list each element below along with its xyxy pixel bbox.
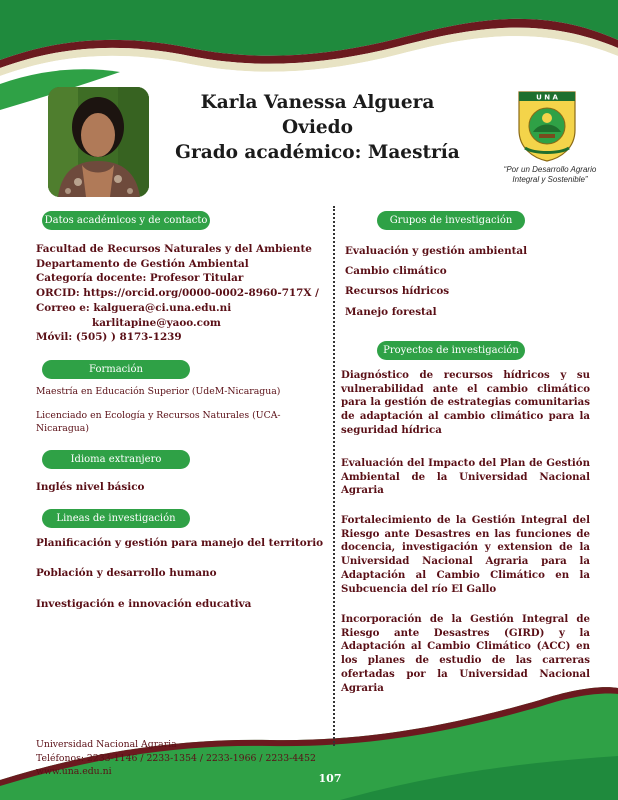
footer-contact	[36, 738, 336, 779]
category-line: Categoría docente: Profesor Titular	[36, 272, 244, 285]
proyecto-item: Evaluación del Impacto del Plan de Gestión Ambiental de la Universidad Nacional Agraria	[341, 457, 590, 497]
department-line: Departamento de Gestión Ambiental	[36, 257, 249, 270]
profile-photo	[48, 87, 149, 197]
email-alt-line: karlitapine@yaoo.com	[92, 316, 221, 329]
footer-website: www.una.edu.ni	[36, 766, 112, 777]
proyecto-item: Diagnóstico de recursos hídricos y su vulnerabilidad ante el cambio climático para la gestión de estrategias comunitarias de adaptación al cambio climático para la seguridad hídrica	[341, 369, 590, 436]
formacion-item: Maestría en Educación Superior (UdeM-Nicaragua)	[36, 386, 281, 397]
grupo-item: Cambio climático	[345, 265, 447, 277]
section-header-idioma: Idioma extranjero	[42, 450, 190, 469]
proyecto-item: Incorporación de la Gestión Integral de Riesgo ante Desastres (GIRD) y la Adaptación al Cambio Climático (ACC) en los planes de estudio de las carreras ofertadas por la Universidad Nacional Agraria	[341, 613, 590, 694]
section-header-formacion: Formación	[42, 360, 190, 379]
grupo-item: Manejo forestal	[345, 306, 437, 318]
grupo-item: Evaluación y gestión ambiental	[345, 245, 528, 257]
profile-header	[165, 90, 470, 165]
mobile-line: Móvil: (505) ) 8173-1239	[36, 331, 182, 344]
section-header-contact: Datos académicos y de contacto	[42, 211, 210, 230]
grupo-item: Recursos hídricos	[345, 285, 450, 297]
proyecto-item: Fortalecimiento de la Gestión Integral del Riesgo ante Desastres en las funciones de docencia, investigación y extension de la Universidad Nacional Agraria para la Adaptación al Cambio Climático en la Subcuencia del río El Gallo	[341, 514, 590, 595]
linea-item: Población y desarrollo humano	[36, 567, 217, 579]
person-name: Karla Vanessa Alguera Oviedo	[200, 92, 435, 138]
section-header-lineas: Lineas de investigación	[42, 509, 190, 528]
section-header-grupos: Grupos de investigación	[377, 211, 525, 230]
email-line: Correo e: kalguera@ci.una.edu.ni	[36, 301, 232, 314]
contact-details	[36, 242, 326, 345]
svg-text:U N A: U N A	[536, 93, 558, 102]
section-header-proyectos: Proyectos de investigación	[377, 341, 525, 360]
page-number: 107	[318, 772, 342, 785]
idioma-item: Inglés nivel básico	[36, 481, 145, 493]
orcid-line: ORCID: https://orcid.org/0000-0002-8960-717X /	[36, 287, 319, 300]
footer-phones: Teléfonos: 2233-1146 / 2233-1354 / 2233-1966 / 2233-4452	[36, 752, 316, 764]
academic-degree: Grado académico: Maestría	[175, 142, 460, 163]
footer-university: Universidad Nacional Agraria	[36, 739, 177, 750]
linea-item: Planificación y gestión para manejo del territorio	[36, 537, 324, 549]
linea-item: Investigación e innovación educativa	[36, 598, 252, 610]
column-divider	[333, 206, 335, 746]
formacion-item: Licenciado en Ecología y Recursos Naturales (UCA-Nicaragua)	[36, 410, 281, 434]
una-crest-icon	[515, 86, 579, 162]
faculty-line: Facultad de Recursos Naturales y del Ambiente	[36, 243, 312, 255]
university-motto: “Por un Desarrollo Agrario Integral y Sostenible”	[503, 165, 597, 184]
